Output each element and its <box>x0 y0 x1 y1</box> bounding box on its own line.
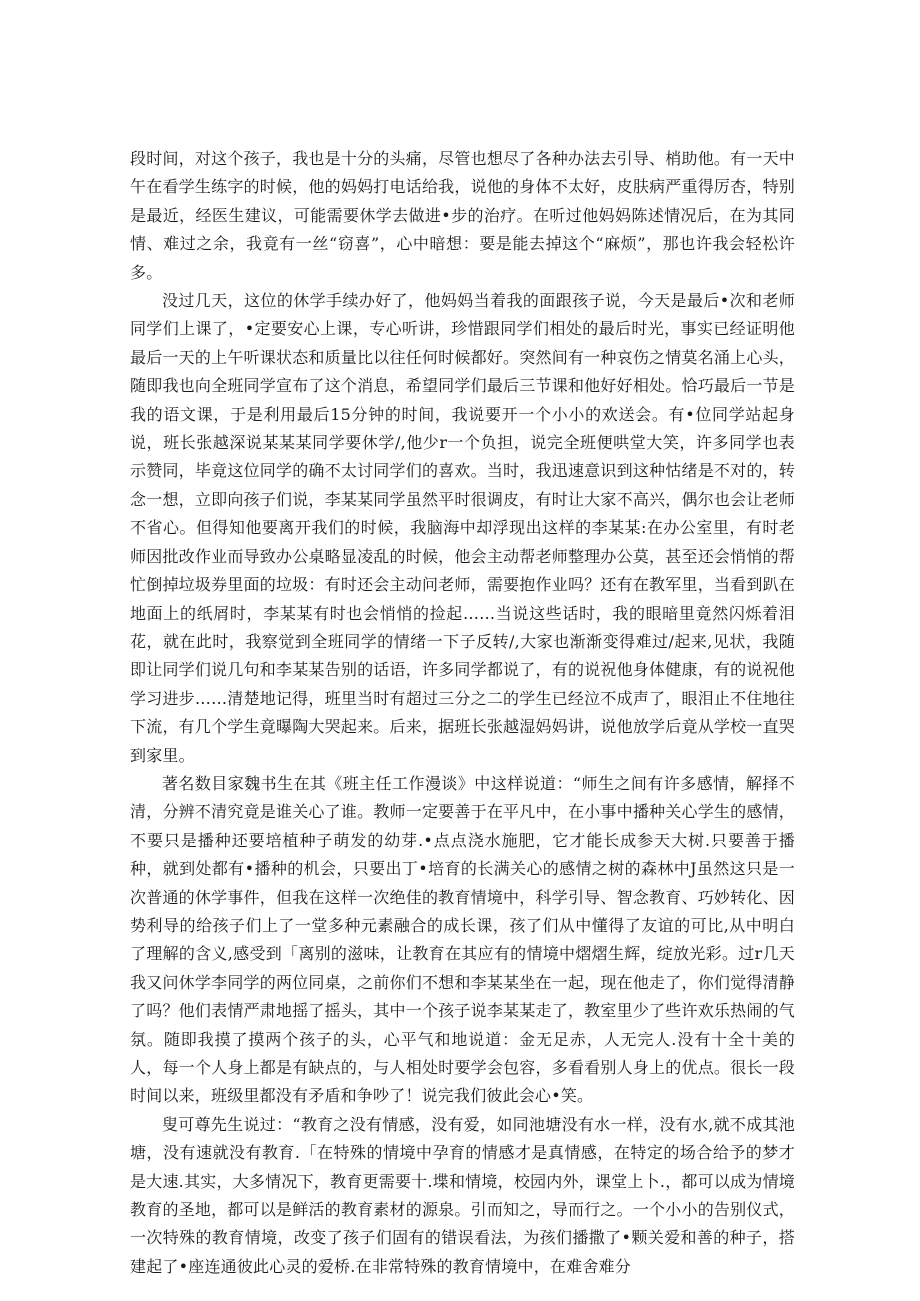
paragraph-4: 叟可尊先生说过：“教育之没有情感，没有爱，如同池塘没有水一样，没有水,就不成其池塘，没有速就没有教育.「在特殊的情境中孕育的情感才是真情感，在特定的场合给予的梦才是大速.其实，大多情况下，教育更需要十.堞和情境，校园内外，课堂上卜.，都可以成为情境教育的圣地，都可以是鲜活的教育素材的源泉。引而知之，导而行之。一个小小的告别仪式，一次特殊的教育情境，改变了孩子们固有的错误看法，为孩们播撒了•颗关爱和善的种子，搭建起了•座连通彼此心灵的爱桥.在非常特殊的教育情境中，在难舍难分 <box>130 1114 795 1276</box>
document-body <box>130 145 795 1281</box>
paragraph-3: 著名数目家魏书生在其《班主任工作漫谈》中这样说道：“师生之间有许多感情，解择不清，分辨不清究竟是谁关心了谁。教师一定要善于在平凡中，在小事中播种关心学生的感情，不要只是播种还要培植种子萌发的幼芽.•点点浇水施肥，它才能长成参天大树.只要善于播种，就到处都有•播种的机会，只要出丁•培育的长满关心的感情之树的森林中J虽然这只是一次普通的休学事件，但我在这样一次绝佳的教育情境中，科学引导、智念教育、巧妙转化、因势利导的给孩子们上了一堂多种元素融合的成长课，孩了们从中懂得了友谊的可比,从中明白了理解的含义,感受到「离别的滋味，让教育在其应有的情境中熠熠生辉，绽放光彩。过r几天我又问休学李同学的两位同桌，之前你们不想和李某某坐在一起，现在他走了，你们觉得清静了吗？他们表情严肃地摇了摇头，其中一个孩子说李某某走了，教室里少了些许欢乐热闹的气氛。随即我摸了摸两个孩子的头，心平气和地说道：金无足赤，人无完人.没有十全十美的人，每一个人身上都是有缺点的，与人相处时要学会包容，多看看别人身上的优点。很长一段时间以来，班级里都没有矛盾和争吵了！说完我们彼此会心•笑。 <box>130 773 795 1106</box>
paragraph-2: 没过几天，这位的休学手续办好了，他妈妈当着我的面跟孩子说，今天是最后•次和老师同学们上课了，•定要安心上课，专心听讲，珍惜跟同学们相处的最后时光，事实已经证明他最后一天的上午听课状态和质量比以往任何时候都好。突然间有一种哀伤之情莫名涌上心头，随即我也向全班同学宣布了这个消息，希望同学们最后三节课和他好好相处。恰巧最后一节是我的语文课，于是利用最后15分钟的时间，我说要开一个小小的欢送会。有•位同学站起身说，班长张越深说某某某同学要休学/,他少r一个负担，说完全班便哄堂大笑，许多同学也表示赞同，毕竟这位同学的确不太讨同学们的喜欢。当时，我迅速意识到这种怙绪是不对的，转念一想，立即向孩子们说，李某某同学虽然平时很调皮，有时让大家不高兴，偶尔也会让老师不省心。但得知他要离开我们的时候，我脑海中却浮现出这样的李某某:在办公室里，有时老师因批改作业而导致办公桌略显凌乱的时候，他会主动帮老师整理办公莫，甚至还会悄悄的帮忙倒掉垃圾券里面的垃圾：有时还会主动问老师，需要抱作业吗？还有在教军里，当看到趴在地面上的纸屑时，李某某有时也会悄悄的捡起……当说这些话时，我的眼暗里竟然闪烁着泪花，就在此时，我察觉到全班同学的情绪一下子反转/,大家也渐渐变得难过/起来,见状，我随即让同学们说几句和李某某告别的话语，许多同学都说了，有的说祝他身体健康，有的说祝他学习进步……清楚地记得，班里当时有超过三分之二的学生已经泣不成声了，眼泪止不住地往下流，有几个学生竟曝陶大哭起来。后来，据班长张越湿妈妈讲，说他放学后竟从学校一直哭到家里。 <box>130 291 795 765</box>
paragraph-1: 段时间，对这个孩子，我也是十分的头痛，尽管也想尽了各种办法去引导、梢助他。有一天中午在看学生练字的时候，他的妈妈打电话给我，说他的身体不太好，皮肤病严重得厉杏，特别是最近，经医生建议，可能需要休学去做进•步的治疗。在听过他妈妈陈述情况后，在为其同情、难过之余，我竟有一丝“窃喜”，心中暗想：要是能去掉这个“麻烦”，那也许我会轻松许多。 <box>130 149 795 282</box>
